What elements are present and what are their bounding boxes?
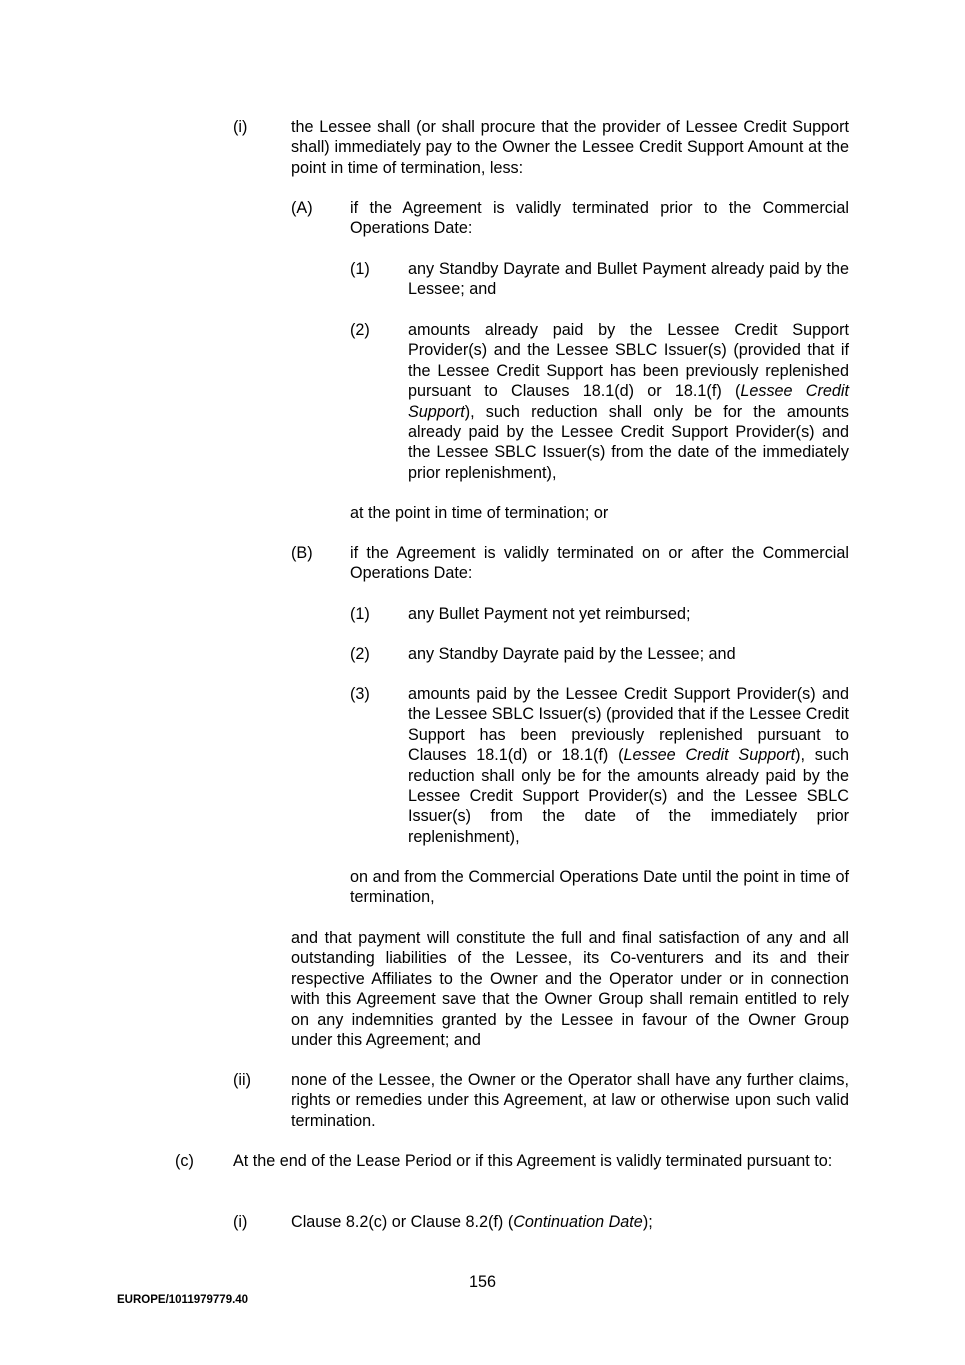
clause-text: any Bullet Payment not yet reimbursed; xyxy=(408,605,691,623)
defined-term: Continuation Date xyxy=(513,1213,643,1231)
page-number: 156 xyxy=(468,1273,496,1291)
clause-number: (1) xyxy=(350,260,370,278)
clause-number: (1) xyxy=(350,605,370,623)
clause-i-tail: and that payment will constitute the full and final satisfaction of any and all outstanding liabilities of the Lessee, its Co-venturers and its and their respective Affiliates to the Owner and the Operator under or in connection with this Agreement save that the Owner Group shall remain entitled to rely on any indemnities granted by the Lessee in favour of the Owner Group under this Agreement; and xyxy=(291,929,849,1050)
clause-text: if the Agreement is validly terminated prior to the Commercial Operations Date: xyxy=(350,199,849,238)
clause-B-tail: on and from the Commercial Operations Date until the point in time of termination, xyxy=(350,868,849,907)
text-segment: ), such reduction shall only be for the amounts already paid by the Lessee Credit Support Provider(s) and the Lessee SBLC Issuer(s) from the date of the immediately prior replenishment), xyxy=(408,402,849,482)
clause-text xyxy=(408,684,849,847)
clause-text xyxy=(408,320,849,483)
clause-text: if the Agreement is validly terminated on or after the Commercial Operations Date: xyxy=(350,544,849,583)
clause-number: (2) xyxy=(350,645,370,663)
clause-text: At the end of the Lease Period or if this Agreement is validly terminated pursuant to: xyxy=(233,1152,833,1170)
clause-text xyxy=(291,1212,849,1232)
clause-text: none of the Lessee, the Owner or the Operator shall have any further claims, rights or remedies under this Agreement, at law or otherwise upon such valid termination. xyxy=(291,1071,849,1130)
clause-number: (2) xyxy=(350,321,370,339)
text-segment: Clause 8.2(c) or Clause 8.2(f) ( xyxy=(291,1213,514,1231)
clause-number: (ii) xyxy=(233,1071,251,1089)
document-reference: EUROPE/1011979779.40 xyxy=(117,1294,249,1306)
clause-text: the Lessee shall (or shall procure that the provider of Lessee Credit Support shall) immediately pay to the Owner the Lessee Credit Support Amount at the point in time of termination, less: xyxy=(291,118,849,177)
text-segment: ), such reduction shall only be for the amounts already paid by the Lessee Credit Support Provider(s) and the Lessee SBLC Issuer(s) from the date of the immediately prior replenishment), xyxy=(408,746,849,846)
defined-term: Lessee Credit Support xyxy=(408,382,849,421)
clause-number: (i) xyxy=(233,118,248,136)
clause-number: (i) xyxy=(233,1213,248,1231)
clause-text: any Standby Dayrate and Bullet Payment already paid by the Lessee; and xyxy=(408,260,849,299)
clause-number: (A) xyxy=(291,199,313,217)
text-segment: amounts paid by the Lessee Credit Support Provider(s) and the Lessee SBLC Issuer(s) (provided that if the Lessee Credit Support has been previously replenished pursuant to Clauses 18.1(d) or 18.1(f) ( xyxy=(408,685,849,765)
clause-number: (c) xyxy=(175,1152,194,1170)
clause-text: any Standby Dayrate paid by the Lessee; and xyxy=(408,645,736,663)
text-segment: amounts already paid by the Lessee Credit Support Provider(s) and the Lessee SBLC Issuer(s) (provided that if the Lessee Credit Support has been previously replenished pursuant to Clauses 18.1(d) or 18.1(f) ( xyxy=(408,321,849,401)
text-segment: ); xyxy=(642,1213,653,1231)
clause-number: (B) xyxy=(291,544,313,562)
clause-number: (3) xyxy=(350,685,370,703)
defined-term: Lessee Credit Support xyxy=(623,746,796,765)
clause-A-tail: at the point in time of termination; or xyxy=(350,504,609,522)
